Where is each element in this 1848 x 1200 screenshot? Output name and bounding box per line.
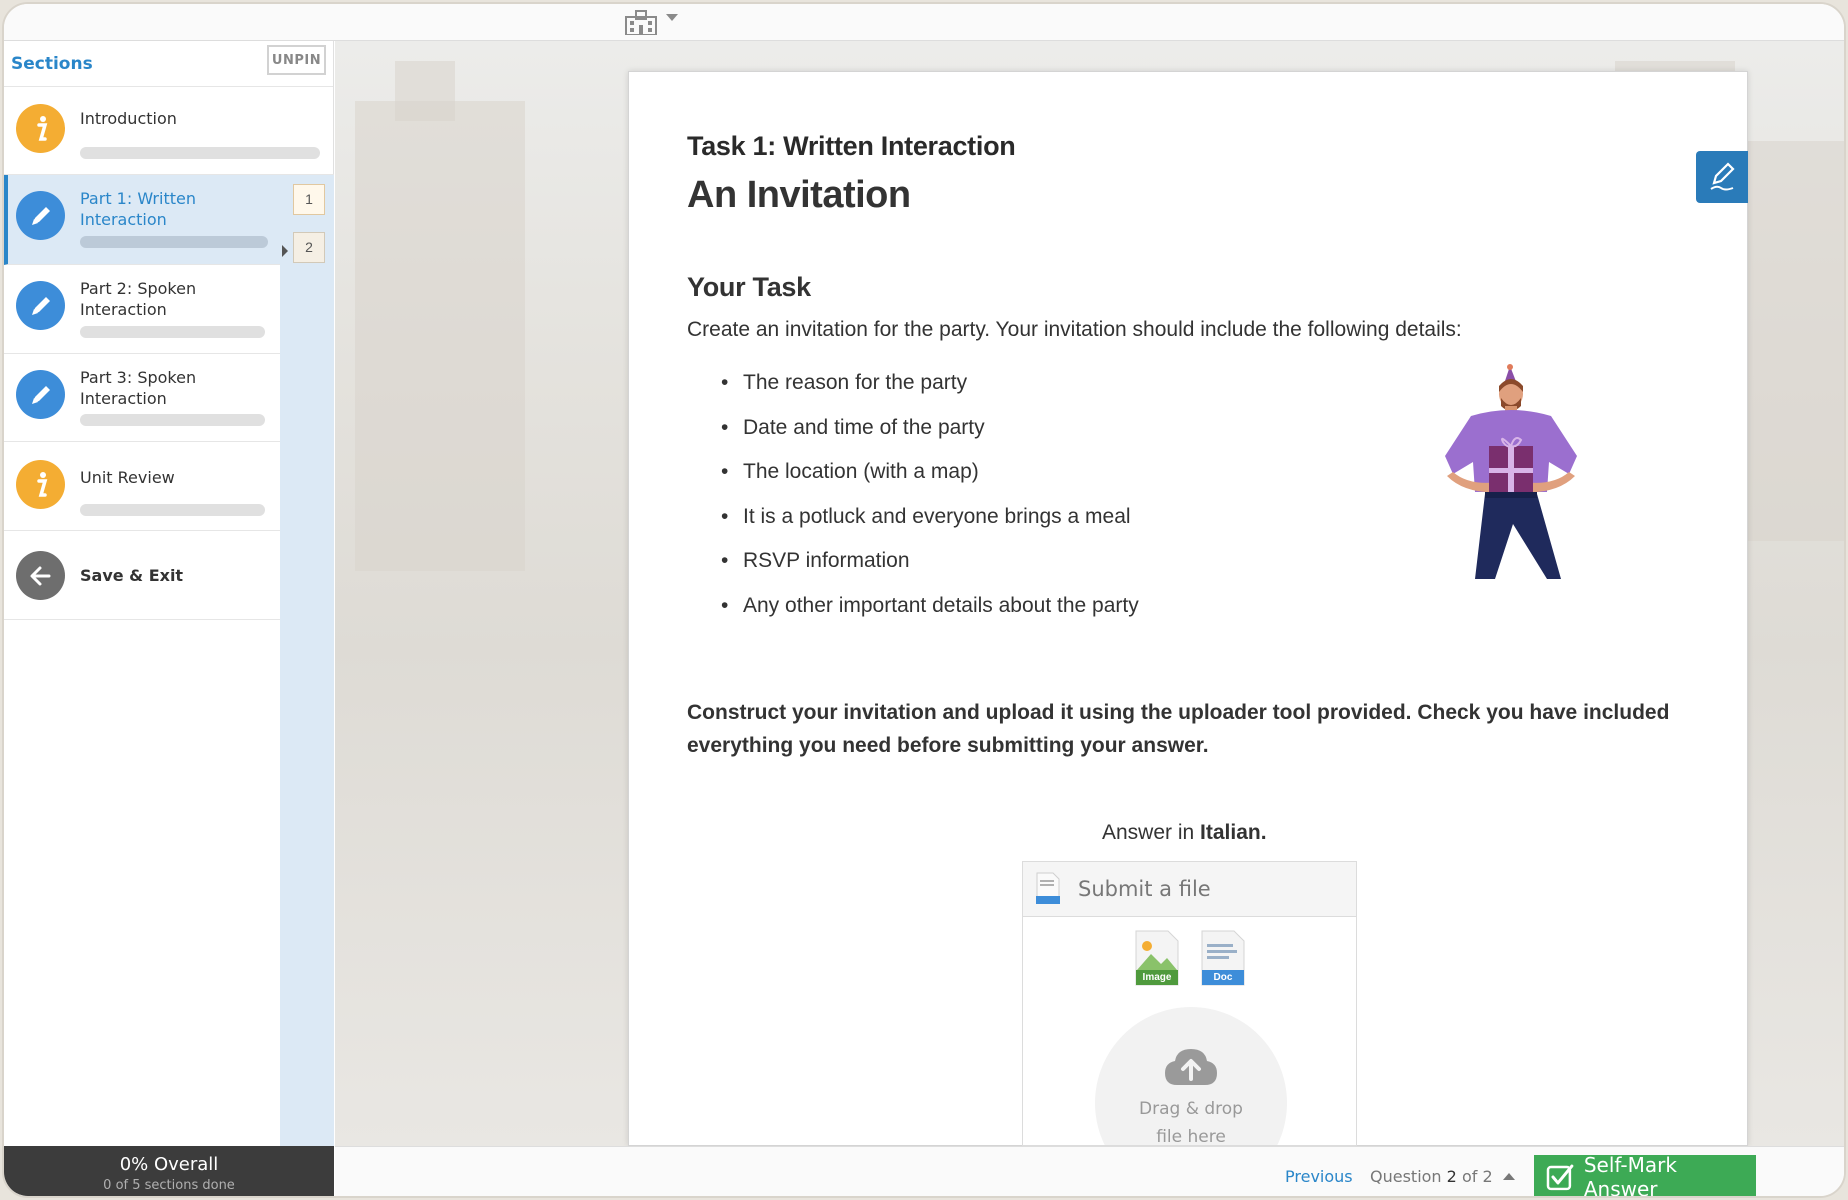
sidebar-item-part-3[interactable]	[4, 354, 280, 442]
app-frame	[2, 2, 1846, 1198]
overall-progress	[4, 1146, 334, 1198]
sections-done: 0 of 5 sections done	[103, 1178, 235, 1193]
sidebar-item-label: Unit Review	[80, 468, 175, 487]
question-suffix: of 2	[1461, 1167, 1493, 1186]
previous-button[interactable]: Previous	[1285, 1167, 1353, 1186]
list-item: • The reason for the party	[701, 371, 1139, 416]
pencil-icon	[16, 370, 65, 419]
edit-notes-button[interactable]	[1696, 151, 1748, 203]
progress-bar	[80, 504, 265, 516]
answer-prefix: Answer in	[1102, 821, 1195, 844]
submit-file-button[interactable]	[1023, 862, 1356, 917]
list-item: • Date and time of the party	[701, 416, 1139, 461]
info-icon	[16, 104, 65, 153]
sidebar-item-introduction[interactable]	[4, 87, 334, 175]
submit-file-label: Submit a file	[1078, 877, 1211, 901]
list-item: • It is a potluck and everyone brings a meal	[701, 505, 1139, 550]
progress-bar	[80, 326, 265, 338]
list-item: • RSVP information	[701, 549, 1139, 594]
question-current: 2	[1446, 1167, 1457, 1186]
question-number-1[interactable]: 1	[293, 184, 325, 215]
answer-language-note	[1102, 821, 1267, 845]
question-prefix: Question	[1370, 1167, 1442, 1186]
image-type-label: Image	[1142, 972, 1172, 983]
sidebar-title: Sections	[11, 54, 93, 74]
question-number-2[interactable]: 2	[293, 232, 325, 263]
unpin-button[interactable]: UNPIN	[267, 45, 326, 75]
list-item: • Any other important details about the party	[701, 594, 1139, 639]
info-icon	[16, 460, 65, 509]
instructions: Construct your invitation and upload it using the uploader tool provided. Check you have included everything you need before submitting your answer.	[687, 701, 1670, 757]
top-bar	[4, 4, 1844, 41]
file-here-text: file here	[1156, 1127, 1226, 1146]
sidebar-item-label: Part 2: Spoken Interaction	[80, 279, 197, 319]
sections-sidebar	[4, 41, 334, 1146]
overall-percent: 0% Overall	[119, 1154, 219, 1175]
doc-type-label: Doc	[1213, 972, 1233, 983]
drag-drop-label	[1095, 1095, 1287, 1146]
party-man-illustration	[1429, 364, 1619, 639]
drag-drop-text: Drag & drop	[1139, 1099, 1243, 1119]
progress-bar	[80, 414, 265, 426]
sidebar-item-unit-review[interactable]	[4, 442, 280, 531]
chevron-down-icon[interactable]	[666, 14, 678, 21]
file-uploader	[1022, 861, 1357, 1146]
chevron-up-icon	[1503, 1173, 1515, 1180]
image-file-type-icon	[1135, 930, 1179, 991]
progress-bar	[80, 236, 268, 248]
sidebar-item-label: Save & Exit	[80, 566, 184, 585]
current-question-arrow-icon	[282, 245, 288, 257]
drag-drop-zone[interactable]	[1095, 1007, 1287, 1146]
save-exit-button[interactable]	[4, 531, 280, 620]
answer-language: Italian.	[1200, 821, 1267, 844]
page-title: An Invitation	[687, 174, 911, 216]
bottom-bar	[335, 1146, 1846, 1198]
question-position-dropdown[interactable]	[1370, 1167, 1515, 1186]
sidebar-item-label: Part 3: Spoken Interaction	[80, 368, 197, 408]
sidebar-item-part-2[interactable]	[4, 265, 280, 354]
details-list	[701, 371, 1139, 638]
back-arrow-icon	[16, 551, 65, 600]
your-task-heading: Your Task	[687, 272, 811, 302]
pencil-icon	[1707, 161, 1737, 193]
question-column	[280, 175, 334, 1147]
pencil-icon	[16, 281, 65, 330]
sidebar-item-part-1[interactable]	[4, 175, 280, 265]
self-mark-label: Self-Mark Answer	[1583, 1153, 1677, 1198]
checkbox-check-icon	[1546, 1163, 1574, 1191]
doc-icon	[1036, 872, 1060, 904]
progress-bar	[80, 147, 320, 159]
task-intro: Create an invitation for the party. Your invitation should include the following details:	[687, 318, 1462, 341]
list-item: • The location (with a map)	[701, 460, 1139, 505]
cloud-upload-icon	[1163, 1045, 1219, 1087]
home-building-icon[interactable]	[624, 9, 658, 35]
sidebar-item-label: Introduction	[80, 109, 177, 128]
task-label: Task 1: Written Interaction	[687, 131, 1016, 161]
sidebar-item-label: Part 1: Written Interaction	[80, 189, 196, 229]
doc-file-type-icon	[1201, 930, 1245, 991]
sidebar-header	[4, 41, 333, 87]
self-mark-answer-button[interactable]	[1534, 1155, 1756, 1198]
pencil-icon	[16, 191, 65, 240]
